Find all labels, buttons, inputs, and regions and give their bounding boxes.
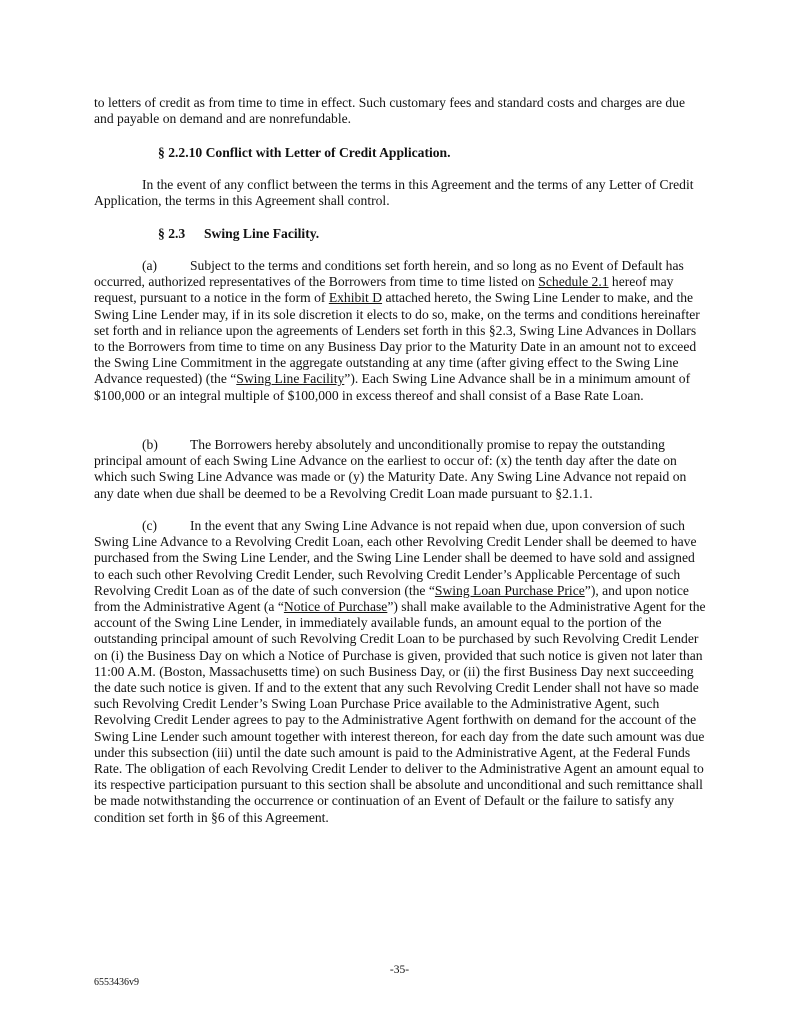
paragraph-label: (b) <box>142 437 158 452</box>
paragraph-a: (a) Subject to the terms and conditions set forth herein, and so long as no Event of Default has occurred, authorized representatives of the Borrowers from time to time listed on Schedule 2.1 hereof may request, pursuant to a notice in the form of Exhibit D attached hereto, the Swing Line Lender to make, and the Swing Line Lender may, if in its sole discretion it elects to do so, make, on the terms and conditions hereinafter set forth and in reliance upon the agreements of Lenders set forth in this §2.3, Swing Line Advances in Dollars to the Borrowers from time to time on any Business Day prior to the Maturity Date in an amount not to exceed the Swing Line Commitment in the aggregate outstanding at any time (after giving effect to the Swing Line Advance requested) (the “Swing Line Facility”). Each Swing Line Advance shall be in a minimum amount of $100,000 or an integral multiple of $100,000 in excess thereof and shall consist of a Base Rate Loan. <box>94 258 700 403</box>
exhibit-d-ref: Exhibit D <box>328 290 383 306</box>
continuation-paragraph <box>94 95 706 127</box>
paragraph-label: (c) <box>142 518 158 533</box>
paragraph-c: (c) In the event that any Swing Line Advance is not repaid when due, upon conversion of such Swing Line Advance to a Revolving Credit Loan, each other Revolving Credit Lender shall be deemed to have purchased from the Swing Line Lender, and the Swing Line Lender shall be deemed to have sold and assigned to each such other Revolving Credit Lender, such Revolving Credit Lender’s Applicable Percentage of such Revolving Credit Loan as of the date of such conversion (the “Swing Loan Purchase Price”), and upon notice from the Administrative Agent (a “Notice of Purchase”) shall make available to the Administrative Agent for the account of the Swing Line Lender, in immediately available funds, an amount equal to the portion of the outstanding principal amount of such Revolving Credit Loan to be purchased by such Revolving Credit Lender on (i) the Business Day on which a Notice of Purchase is given, provided that such notice is given not later than 11:00 A.M. (Boston, Massachusetts time) on such Business Day, or (ii) the first Business Day next succeeding the date such notice is given. If and to the extent that any such Revolving Credit Lender shall not have so made such Revolving Credit Lender’s Swing Loan Purchase Price available to the Administrative Agent, such Revolving Credit Lender agrees to pay to the Administrative Agent forthwith on demand for the account of the Swing Line Lender such amount together with interest thereon, for each day from the date such amount was due under this subsection (iii) until the date such amount is paid to the Administrative Agent, at the Federal Funds Rate. The obligation of each Revolving Credit Lender to deliver to the Administrative Agent an amount equal to its respective participation pursuant to this section shall be absolute and unconditional and such remittance shall be made notwithstanding the occurrence or continuation of an Event of Default or the failure to satisfy any condition set forth in §6 of this Agreement. <box>94 518 706 825</box>
section-number: § 2.3 <box>158 226 186 241</box>
paragraph-label: (a) <box>142 258 158 273</box>
section-title: Swing Line Facility. <box>204 226 320 241</box>
paragraph-b: (b) The Borrowers hereby absolutely and unconditionally promise to repay the outstanding principal amount of each Swing Line Advance on the earliest to occur of: (x) the tenth day after the date on which such Swing Line Advance was made or (y) the Maturity Date. Any Swing Line Advance not repaid on any date when due shall be deemed to be a Revolving Credit Loan made pursuant to §2.1.1. <box>94 437 687 501</box>
defined-term-swing-line-facility: Swing Line Facility <box>236 371 345 387</box>
defined-term-swing-loan-purchase-price: Swing Loan Purchase Price <box>434 582 585 598</box>
section-2-3-heading <box>158 226 319 242</box>
continuation-text: to letters of credit as from time to time in effect. Such customary fees and standard costs and charges are due and payable on demand and are nonrefundable. <box>94 95 686 127</box>
defined-term-notice-of-purchase: Notice of Purchase <box>283 599 388 615</box>
schedule-2-1-ref: Schedule 2.1 <box>538 274 609 290</box>
section-2-2-10-heading: § 2.2.10 Conflict with Letter of Credit Application. <box>158 145 451 160</box>
section-2-2-10-body: In the event of any conflict between the terms in this Agreement and the terms of any Letter of Credit Application, the terms in this Agreement shall control. <box>94 177 694 209</box>
document-id: 6553436v9 <box>94 977 139 988</box>
page-number: -35- <box>389 964 410 976</box>
